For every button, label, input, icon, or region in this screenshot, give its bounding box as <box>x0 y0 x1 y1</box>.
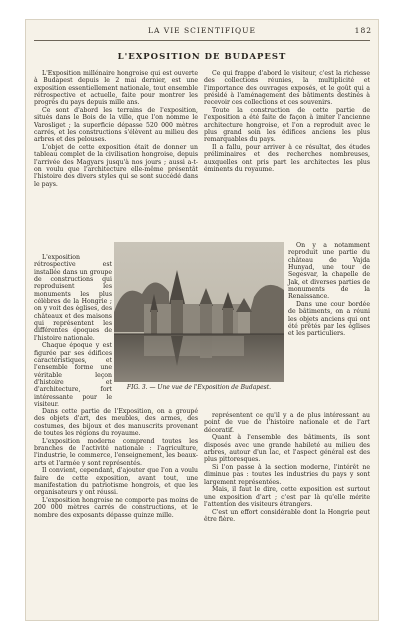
paragraph: Il convient, cependant, d'ajouter que l'on a voulu faire de cette exposition, avant tout, une manifestation du patriotisme hongrois, et que les organisateurs y ont réussi. <box>34 467 198 497</box>
running-header <box>26 26 378 40</box>
castle-illustration <box>114 242 284 382</box>
paragraph: L'objet de cette exposition était de donner un tableau complet de la civilisation hongroise, depuis l'arrivée des Magyars jusqu'à nos jours ; aussi a-t-on voulu que l'architecture elle-même présentât l'histoire des divers styles qui se sont succédé dans le pays. <box>34 144 198 188</box>
bottom-right-column <box>204 412 370 614</box>
paragraph: L'Exposition millénaire hongroise qui est ouverte à Budapest depuis le 2 mai dernier, est une exposition essentiellement nationale, tout ensemble rétrospective et actuelle, faite pour montrer les progrès du pays depuis mille ans. <box>34 70 198 107</box>
right-wrap-column <box>288 242 370 407</box>
paragraph: L'exposition hongroise ne comporte pas moins de 200 000 mètres carrés de constructions, et le nombre des exposants dépasse quinze mille. <box>34 497 198 519</box>
article-title: L'EXPOSITION DE BUDAPEST <box>117 52 287 62</box>
paragraph: On y a notamment reproduit une partie du château de Vajda Hunyad, une tour de Segesvar, la chapelle de Jak, et diverses parties de monuments de la Renaissance. <box>288 242 370 301</box>
figure-caption: FIG. 3. — Une vue de l'Exposition de Budapest. <box>126 384 272 391</box>
left-column <box>34 70 198 250</box>
paragraph: L'exposition moderne comprend toutes les branches de l'activité nationale : l'agriculture, l'industrie, le commerce, l'enseignement, les beaux-arts et l'armée y sont représentés. <box>34 437 198 467</box>
paragraph: Si l'on passe à la section moderne, l'intérêt ne diminue pas : toutes les industries du pays y sont largement représentées. <box>204 464 370 486</box>
paragraph: Quant à l'ensemble des bâtiments, ils sont disposés avec une grande habileté au milieu des arbres, autour d'un lac, et l'aspect général est des plus pittoresques. <box>204 434 370 464</box>
paragraph: C'est un effort considérable dont la Hongrie peut être fière. <box>204 508 370 523</box>
page-number: 182 <box>354 26 372 35</box>
paragraph: L'exposition rétrospective est installée dans un groupe de constructions qui reproduisent les monuments les plus célèbres de la Hongrie ; on y voit des églises, des châteaux et des maisons qui représentent les différentes époques de l'histoire nationale. <box>34 254 112 342</box>
paragraph: représentent ce qu'il y a de plus intéressant au point de vue de l'histoire nationale et de l'art décoratif. <box>204 412 370 434</box>
exposition-photograph <box>114 242 284 382</box>
paragraph: Dans cette partie de l'Exposition, on a groupé des objets d'art, des meubles, des armes, des costumes, des bijoux et des manuscrits provenant de toutes les régions du royaume. <box>34 408 198 438</box>
paragraph: Il a fallu, pour arriver à ce résultat, des études préliminaires et des recherches nombreuses, auxquelles ont pris part les architectes les plus éminents du royaume. <box>204 144 370 174</box>
header-rule <box>34 40 370 41</box>
bottom-left-column <box>34 408 198 614</box>
left-wrap-column <box>34 254 112 409</box>
right-column <box>204 70 370 240</box>
paragraph: Chaque époque y est figurée par ses édifices caractéristiques, et l'ensemble forme une véritable leçon d'histoire et d'architecture, fort intéressante pour le visiteur. <box>34 342 112 409</box>
paragraph: Mais, il faut le dire, cette exposition est surtout une exposition d'art ; c'est par là qu'elle mérite l'attention des visiteurs étrangers. <box>204 486 370 509</box>
document-page <box>26 20 378 620</box>
paragraph: Ce sont d'abord les terrains de l'exposition, situés dans le Bois de la ville, que l'on nomme le Varosliget ; la superficie dépasse 520 000 mètres carrés, et les constructions s'élèvent au milieu des arbres et des pelouses. <box>34 107 198 144</box>
paragraph: Dans une cour bordée de bâtiments, on a réuni les objets anciens qui ont été prêtés par les églises et les particuliers. <box>288 301 370 338</box>
paragraph: Ce qui frappe d'abord le visiteur, c'est la richesse des collections réunies, la multiplicité et l'importance des ouvrages exposés, et le goût qui a présidé à l'aménagement des bâtiments destinés à recevoir ces collections et ces souvenirs. <box>204 70 370 107</box>
journal-title: LA VIE SCIENTIFIQUE <box>148 26 256 35</box>
paragraph: Toute la construction de cette partie de l'exposition a été faite de façon à imiter l'ancienne architecture hongroise, et l'on a reproduit avec le plus grand soin les édifices anciens les plus remarquables du pays. <box>204 107 370 144</box>
